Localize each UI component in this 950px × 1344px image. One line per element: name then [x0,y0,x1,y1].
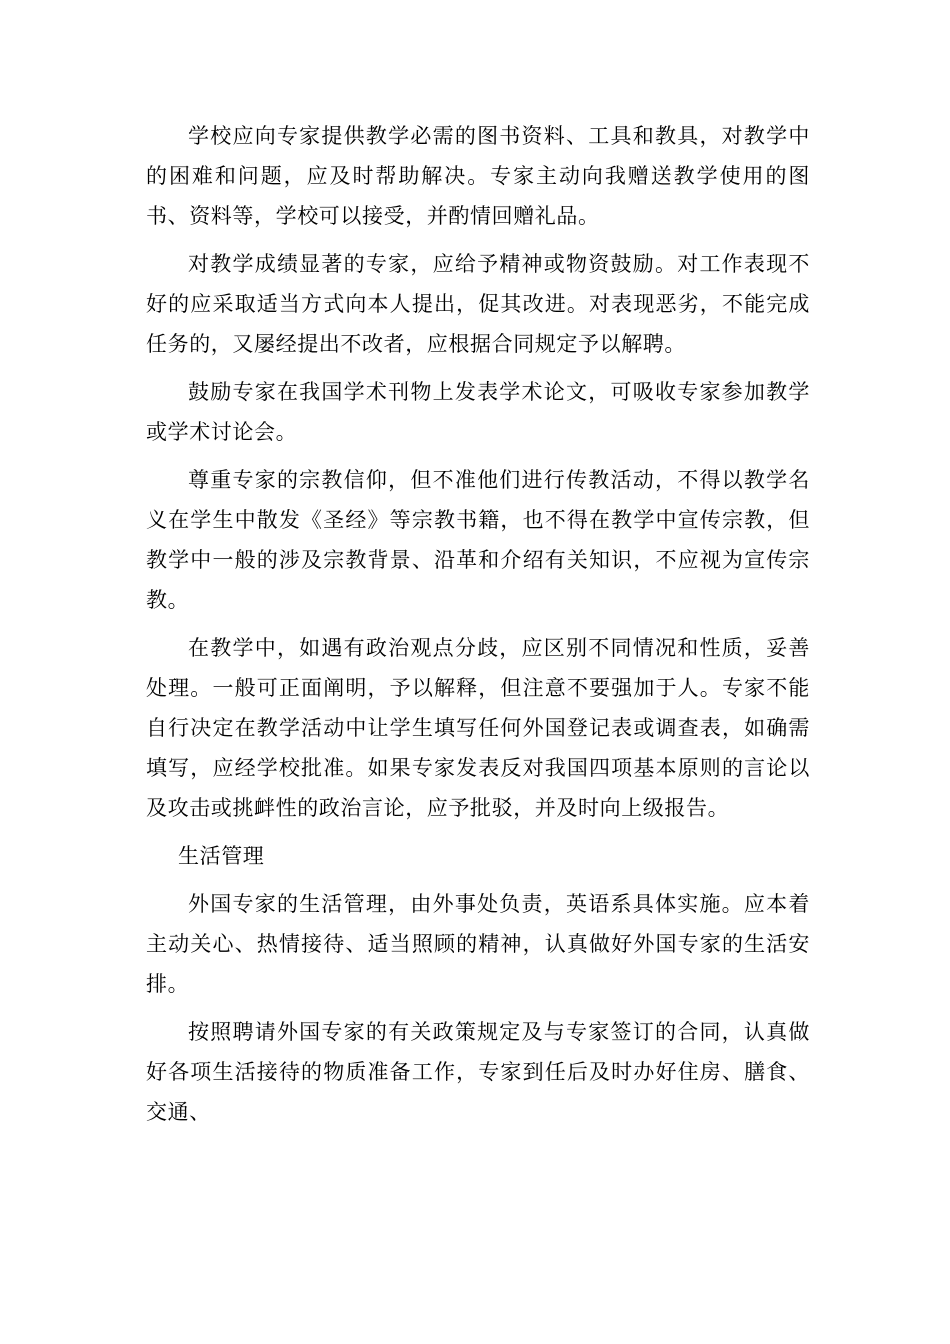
section-heading-life-management: 生活管理 [178,844,265,868]
paragraph-rewards-dismissal: 对教学成绩显著的专家，应给予精神或物资鼓励。对工作表现不好的应采取适当方式向本人提出，促其改进。对表现恶劣，不能完成任务的，又屡经提出不改者，应根据合同规定予以解聘。 [146,252,810,356]
paragraph-political-views: 在教学中，如遇有政治观点分歧，应区别不同情况和性质，妥善处理。一般可正面阐明，予以解释，但注意不要强加于人。专家不能自行决定在教学活动中让学生填写任何外国登记表或调查表，如确需填写，应经学校批准。如果专家发表反对我国四项基本原则的言论以及攻击或挑衅性的政治言论，应予批驳，并及时向上级报告。 [146,636,810,820]
paragraph-teaching-materials: 学校应向专家提供教学必需的图书资料、工具和教具，对教学中的困难和问题，应及时帮助解决。专家主动向我赠送教学使用的图书、资料等，学校可以接受，并酌情回赠礼品。 [146,124,810,228]
paragraph-living-preparation: 按照聘请外国专家的有关政策规定及与专家签订的合同，认真做好各项生活接待的物质准备工作，专家到任后及时办好住房、膳食、交通、 [146,1020,810,1124]
document-page [146,116,810,1140]
paragraph-religion: 尊重专家的宗教信仰，但不准他们进行传教活动，不得以教学名义在学生中散发《圣经》等宗教书籍，也不得在教学中宣传宗教，但教学中一般的涉及宗教背景、沿革和介绍有关知识，不应视为宣传宗教。 [146,468,810,612]
paragraph-life-management: 外国专家的生活管理，由外事处负责，英语系具体实施。应本着主动关心、热情接待、适当照顾的精神，认真做好外国专家的生活安排。 [146,892,810,996]
paragraph-academic-papers: 鼓励专家在我国学术刊物上发表学术论文，可吸收专家参加教学或学术讨论会。 [146,380,810,444]
